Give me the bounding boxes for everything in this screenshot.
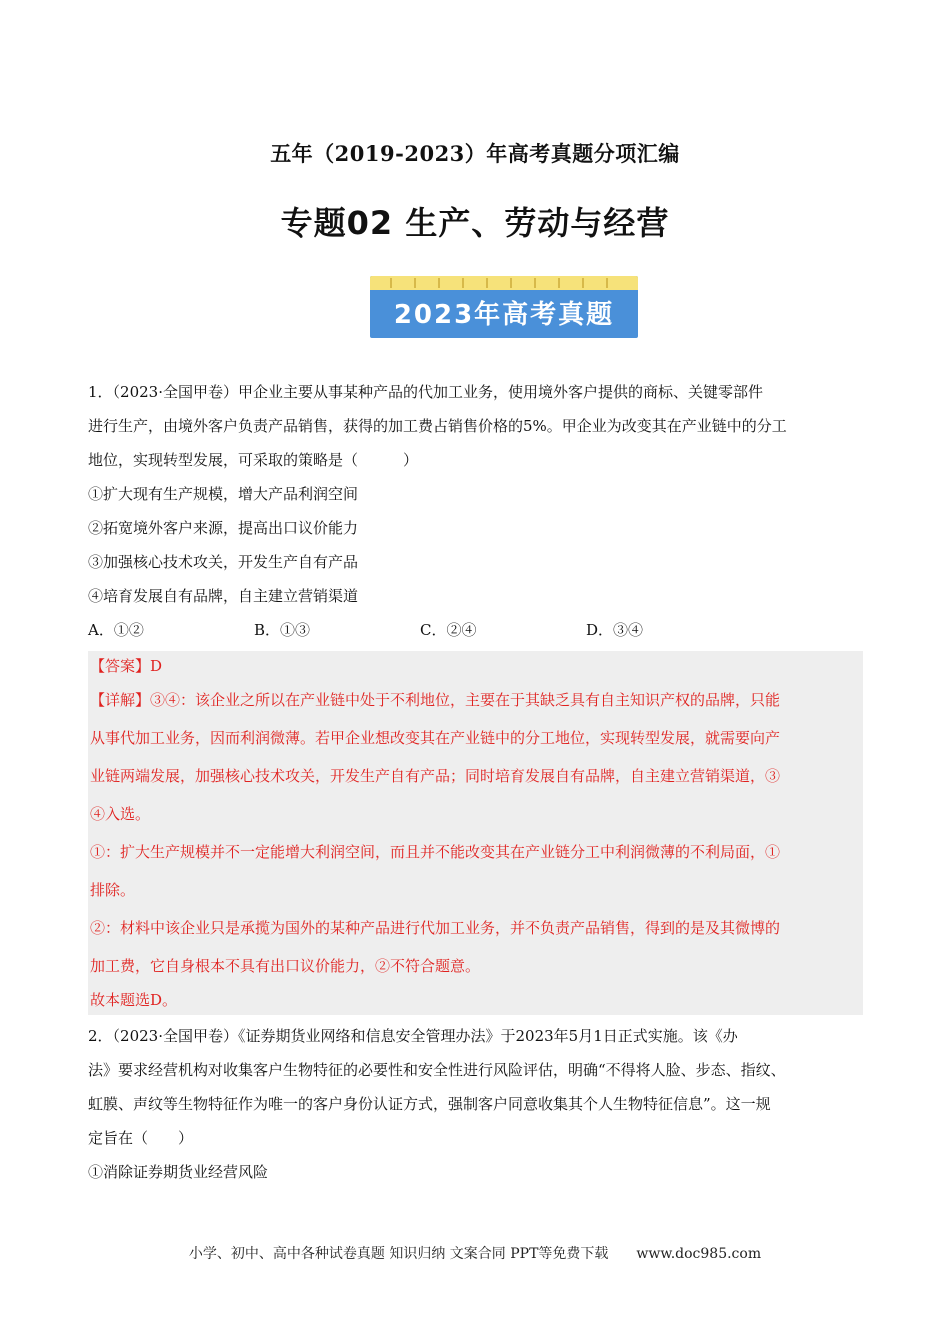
explanation-line: ④入选。 [90, 805, 151, 823]
explanation-line: 加工费，它自身根本不具有出口议价能力，②不符合题意。 [90, 957, 481, 975]
explanation-line: ①：扩大生产规模并不一定能增大利润空间，而且并不能改变其在产业链分工中利润微薄的不利局面，① [90, 843, 781, 861]
document-title: 专题02 生产、劳动与经营 [280, 204, 670, 242]
question-2-line: 定旨在（ ） [88, 1129, 194, 1147]
question-2-line: 法》要求经营机构对收集客户生物特征的必要性和安全性进行风险评估，明确“不得将人脸、步态、指纹、 [88, 1061, 786, 1079]
question-1-item: ③加强核心技术攻关，开发生产自有产品 [88, 553, 359, 571]
explanation-line: 业链两端发展，加强核心技术攻关，开发生产自有产品；同时培育发展自有品牌，自主建立营销渠道，③ [90, 767, 781, 785]
question-1-item: ①扩大现有生产规模，增大产品利润空间 [88, 485, 359, 503]
explanation-line: 排除。 [90, 881, 136, 899]
question-1-line: 进行生产，由境外客户负责产品销售，获得的加工费占销售价格的5%。甲企业为改变其在产业链中的分工 [88, 417, 787, 435]
question-1 [88, 375, 863, 1015]
question-1-line: 1．（2023·全国甲卷）甲企业主要从事某种产品的代加工业务，使用境外客户提供的商标、关键零部件 [88, 383, 763, 401]
conclusion-line: 故本题选D。 [90, 991, 178, 1009]
document-subtitle: 五年（2019-2023）年高考真题分项汇编 [270, 141, 680, 166]
question-1-line: 地位，实现转型发展，可采取的策略是（ ） [88, 451, 419, 469]
banner-label: 2023年高考真题 [393, 300, 615, 330]
page-footer: 小学、初中、高中各种试卷真题 知识归纳 文案合同 PPT等免费下载 www.doc985.com [188, 1246, 762, 1262]
banner-stripe [370, 276, 638, 290]
section-banner [370, 276, 638, 338]
question-1-item: ④培育发展自有品牌，自主建立营销渠道 [88, 587, 359, 605]
explanation-line: 从事代加工业务，因而利润微薄。若甲企业想改变其在产业链中的分工地位，实现转型发展，就需要向产 [90, 729, 781, 747]
question-1-item: ②拓宽境外客户来源，提高出口议价能力 [88, 519, 359, 537]
question-2-line: 虹膜、声纹等生物特征作为唯一的客户身份认证方式，强制客户同意收集其个人生物特征信息”。这一规 [88, 1095, 771, 1113]
explanation-line: 【详解】③④：该企业之所以在产业链中处于不利地位，主要在于其缺乏具有自主知识产权的品牌，只能 [90, 691, 781, 709]
explanation-line: ②：材料中该企业只是承揽为国外的某种产品进行代加工业务，并不负责产品销售，得到的是及其微博的 [90, 919, 781, 937]
option-d: D．③④ [586, 621, 644, 639]
option-b: B．①③ [254, 621, 311, 639]
option-a: A．①② [88, 621, 144, 639]
question-content [88, 375, 863, 1189]
answer-label: 【答案】D [90, 657, 163, 675]
question-2 [88, 1019, 863, 1189]
question-2-item: ①消除证券期货业经营风险 [88, 1163, 269, 1181]
question-2-line: 2．（2023·全国甲卷）《证券期货业网络和信息安全管理办法》于2023年5月1日正式实施。该《办 [88, 1027, 738, 1045]
answer-box [88, 651, 863, 1015]
option-c: C．②④ [420, 621, 477, 639]
question-1-options [88, 613, 863, 647]
